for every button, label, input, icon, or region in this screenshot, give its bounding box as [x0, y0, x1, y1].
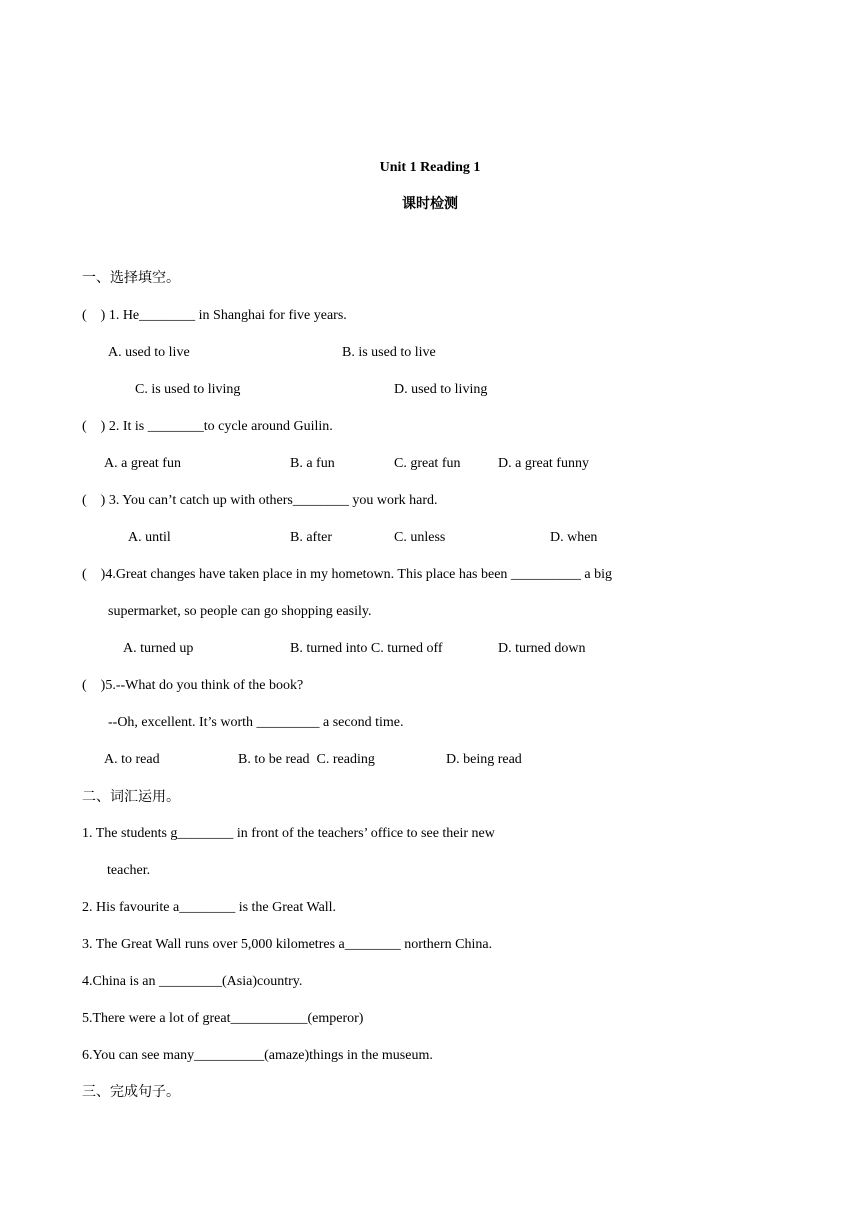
- question-2-option-a: A. a great fun: [104, 456, 181, 471]
- vocab-item-1-continued: teacher.: [107, 863, 151, 878]
- question-1-stem: ( ) 1. He________ in Shanghai for five years.: [82, 308, 347, 323]
- question-4-option-bc: B. turned into C. turned off: [290, 641, 443, 656]
- question-4-option-a: A. turned up: [123, 641, 194, 656]
- page-title: Unit 1 Reading 1: [379, 160, 481, 175]
- section-heading-vocabulary: 二、词汇运用。: [82, 789, 180, 805]
- question-5-stem-continued: --Oh, excellent. It’s worth _________ a second time.: [108, 715, 404, 730]
- vocab-item-3: 3. The Great Wall runs over 5,000 kilometres a________ northern China.: [82, 937, 493, 952]
- question-3-option-b: B. after: [290, 530, 332, 545]
- question-1-option-a: A. used to live: [108, 345, 190, 360]
- vocab-item-4: 4.China is an _________(Asia)country.: [82, 974, 303, 989]
- question-4-option-d: D. turned down: [498, 641, 586, 656]
- section-heading-complete-sentences: 三、完成句子。: [82, 1084, 180, 1100]
- question-4-stem-continued: supermarket, so people can go shopping easily.: [108, 604, 372, 619]
- question-1-option-b: B. is used to live: [342, 345, 436, 360]
- question-2-option-d: D. a great funny: [498, 456, 589, 471]
- question-3-option-d: D. when: [550, 530, 598, 545]
- question-3-option-c: C. unless: [394, 530, 446, 545]
- question-2-stem: ( ) 2. It is ________to cycle around Guilin.: [82, 419, 333, 434]
- question-5-option-bc: B. to be read C. reading: [238, 752, 375, 767]
- question-1-option-d: D. used to living: [394, 382, 488, 397]
- question-5-stem: ( )5.--What do you think of the book?: [82, 678, 304, 693]
- question-2-option-b: B. a fun: [290, 456, 335, 471]
- question-4-stem: ( )4.Great changes have taken place in my hometown. This place has been __________ a big: [82, 567, 613, 582]
- vocab-item-2: 2. His favourite a________ is the Great Wall.: [82, 900, 337, 915]
- vocab-item-1: 1. The students g________ in front of the teachers’ office to see their new: [82, 826, 495, 841]
- question-3-stem: ( ) 3. You can’t catch up with others________ you work hard.: [82, 493, 438, 508]
- question-1-option-c: C. is used to living: [135, 382, 241, 397]
- question-5-option-a: A. to read: [104, 752, 160, 767]
- vocab-item-6: 6.You can see many__________(amaze)things in the museum.: [82, 1048, 433, 1063]
- question-5-option-d: D. being read: [446, 752, 522, 767]
- question-2-option-c: C. great fun: [394, 456, 461, 471]
- page-subtitle: 课时检测: [402, 197, 458, 212]
- vocab-item-5: 5.There were a lot of great___________(emperor): [82, 1011, 364, 1026]
- question-3-option-a: A. until: [128, 530, 171, 545]
- section-heading-choice: 一、选择填空。: [82, 270, 180, 286]
